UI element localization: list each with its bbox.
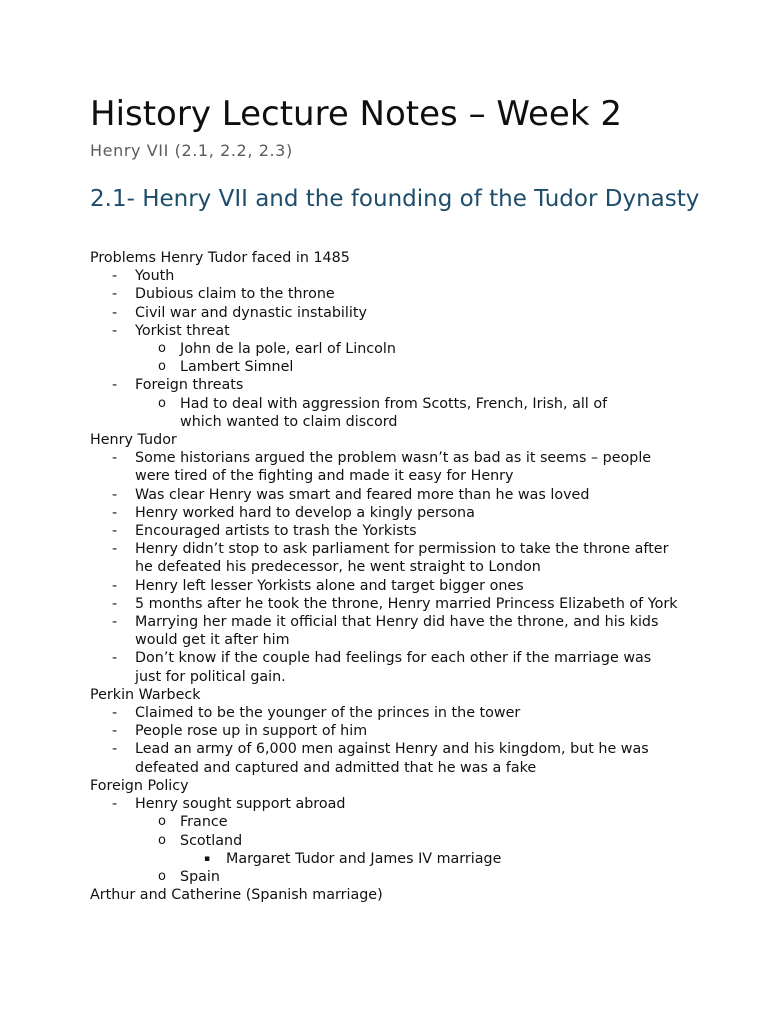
bullet-marker: o — [158, 395, 166, 411]
sub-list-container — [90, 395, 690, 431]
document-subtitle: Henry VII (2.1, 2.2, 2.3) — [90, 141, 293, 160]
bullet-marker: - — [112, 650, 118, 667]
bullet-marker: o — [158, 868, 166, 884]
bullet-list — [90, 704, 690, 777]
list-item — [90, 340, 640, 358]
paragraph-heading: Problems Henry Tudor faced in 1485 — [90, 250, 350, 266]
bullet-marker: - — [112, 377, 118, 394]
list-item-text: People rose up in support of him — [135, 723, 368, 740]
bullet-marker: - — [112, 286, 118, 303]
list-item — [90, 358, 640, 376]
list-item-text: Claimed to be the younger of the princes in the tower — [135, 705, 521, 722]
list-item-text: Yorkist threat — [135, 322, 230, 339]
bullet-marker: - — [112, 595, 118, 612]
list-item-text: Marrying her made it official that Henry did have the throne, and his kids would get it after him — [135, 614, 659, 649]
list-item-text: Youth — [135, 268, 175, 285]
list-item — [90, 813, 640, 831]
list-item — [90, 540, 680, 576]
bullet-list — [90, 449, 690, 686]
list-item-text: John de la pole, earl of Lincoln — [180, 341, 396, 358]
list-item — [90, 522, 680, 540]
list-item — [90, 486, 680, 504]
sub-list-container — [90, 813, 690, 886]
bullet-marker: - — [112, 796, 118, 813]
paragraph-heading: Arthur and Catherine (Spanish marriage) — [90, 887, 383, 904]
paragraph-heading: Perkin Warbeck — [90, 686, 201, 703]
list-item-text: Some historians argued the problem wasn’t as bad as it seems – people were tired of the fighting and made it easy for Henry — [135, 450, 652, 485]
bullet-marker: ▪ — [204, 853, 211, 864]
list-item-text: Scotland — [180, 832, 243, 849]
list-item — [90, 267, 680, 285]
list-item — [90, 649, 680, 685]
list-item — [90, 795, 680, 813]
notes-body — [90, 249, 690, 904]
list-item-text: Dubious claim to the throne — [135, 286, 335, 303]
list-item-text: Henry worked hard to develop a kingly persona — [135, 504, 475, 521]
bullet-list — [90, 795, 690, 886]
bullet-list — [90, 813, 690, 886]
list-item — [90, 722, 680, 740]
paragraph-heading: Foreign Policy — [90, 777, 189, 794]
bullet-marker: - — [112, 523, 118, 540]
bullet-list — [90, 395, 690, 431]
list-item — [90, 613, 680, 649]
list-item-text: Encouraged artists to trash the Yorkists — [135, 523, 417, 540]
list-item — [90, 704, 680, 722]
bullet-list — [90, 850, 690, 868]
bullet-marker: - — [112, 450, 118, 467]
list-item-text: France — [180, 814, 228, 831]
list-item — [90, 850, 690, 868]
list-item-text: Lead an army of 6,000 men against Henry and his kingdom, but he was defeated and captured and admitted that he was a fake — [135, 741, 649, 776]
section-heading: 2.1- Henry VII and the founding of the Tudor Dynasty — [90, 186, 700, 212]
list-item — [90, 740, 680, 776]
bullet-marker: - — [112, 486, 118, 503]
list-item-text: Spain — [180, 868, 220, 885]
bullet-list — [90, 340, 690, 376]
paragraph-heading: Henry Tudor — [90, 432, 177, 449]
bullet-marker: - — [112, 705, 118, 722]
bullet-marker: o — [158, 341, 166, 357]
bullet-marker: o — [158, 814, 166, 830]
bullet-marker: - — [112, 723, 118, 740]
list-item-text: Had to deal with aggression from Scotts, French, Irish, all of which wanted to claim discord — [180, 395, 608, 430]
sub-list-container — [90, 340, 690, 376]
bullet-marker: - — [112, 577, 118, 594]
bullet-marker: - — [112, 614, 118, 631]
bullet-marker: - — [112, 304, 118, 321]
list-item-text: Margaret Tudor and James IV marriage — [226, 850, 502, 867]
list-item-text: Henry sought support abroad — [135, 796, 346, 813]
list-item — [90, 504, 680, 522]
list-item — [90, 285, 680, 303]
list-item — [90, 832, 640, 850]
list-item — [90, 322, 680, 340]
list-item — [90, 868, 640, 886]
document-title: History Lecture Notes – Week 2 — [90, 94, 622, 134]
bullet-marker: - — [112, 268, 118, 285]
list-item-text: Foreign threats — [135, 377, 244, 394]
bullet-list — [90, 267, 690, 431]
list-item-text: Henry didn’t stop to ask parliament for permission to take the throne after he defeated his predecessor, he went straight to London — [135, 541, 669, 576]
list-item — [90, 304, 680, 322]
list-item — [90, 395, 640, 431]
list-item-text: Lambert Simnel — [180, 359, 294, 376]
list-item-text: 5 months after he took the throne, Henry married Princess Elizabeth of York — [135, 595, 678, 612]
list-item-text: Was clear Henry was smart and feared more than he was loved — [135, 486, 590, 503]
bullet-marker: - — [112, 741, 118, 758]
bullet-marker: o — [158, 832, 166, 848]
bullet-marker: - — [112, 504, 118, 521]
list-item — [90, 449, 680, 485]
bullet-marker: o — [158, 359, 166, 375]
list-item — [90, 577, 680, 595]
list-item-text: Henry left lesser Yorkists alone and target bigger ones — [135, 577, 524, 594]
list-item — [90, 595, 680, 613]
bullet-marker: - — [112, 541, 118, 558]
sub-list-container — [90, 850, 690, 868]
list-item-text: Don’t know if the couple had feelings for each other if the marriage was just for political gain. — [135, 650, 652, 685]
list-item-text: Civil war and dynastic instability — [135, 304, 367, 321]
bullet-marker: - — [112, 322, 118, 339]
list-item — [90, 376, 680, 394]
